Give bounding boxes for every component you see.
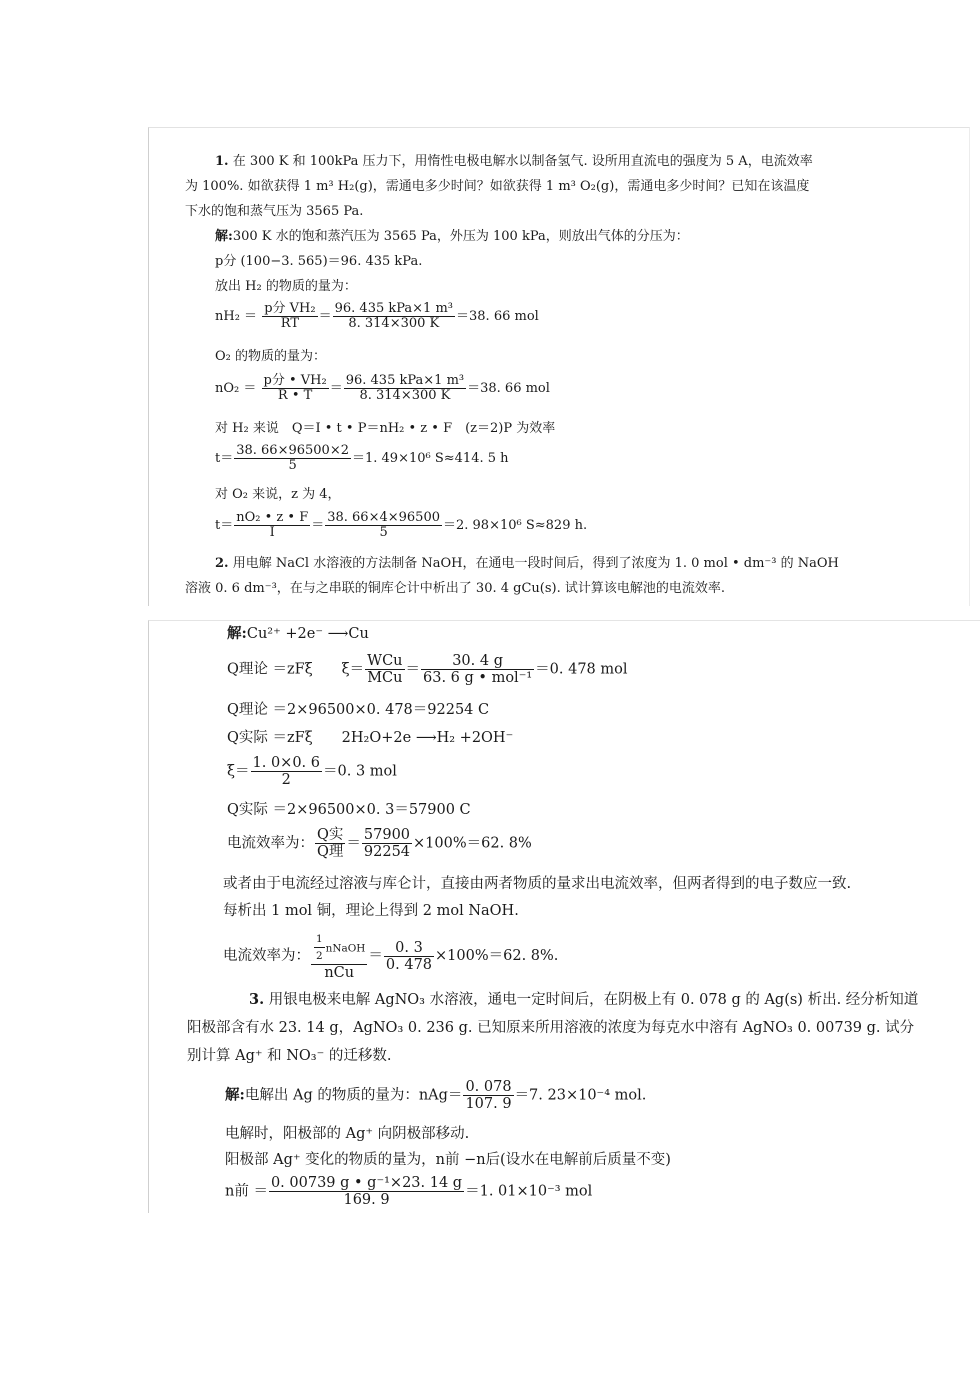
o2-z-line: 对 O₂ 来说，z 为 4， <box>215 487 341 502</box>
eq-n-ag-lhs: 电解出 Ag 的物质的量为：nAg＝ <box>244 1087 463 1104</box>
eq-t2-frac2 <box>325 511 442 540</box>
eq-n-ag <box>225 1079 646 1112</box>
q-actual-line: Q实际 ＝zFξ 2H₂O+2e ⟶H₂ +2OH⁻ <box>227 730 514 746</box>
h2-q-line: 对 H₂ 来说 Q＝I • t • P＝nH₂ • z • F (z＝2)P 为效率 <box>215 421 556 436</box>
frac-den: Q理 <box>317 844 344 860</box>
eq-n-h2: nH₂ ＝ $\frac{\text{p分 VH₂}}{RT}$ ＝ $\frac{\text{96. 435 kPa×1 m³}}{8. 314\times 300 K}$ ＝38. 66 mol <box>215 301 539 331</box>
frac-num: 1. 0×0. 6 <box>252 755 320 771</box>
eq-n-ag-frac <box>463 1079 513 1112</box>
eq-efficiency-1: 电流效率为： $\frac{\text{Q实}}{\text{Q理}}$ ＝ $\frac{57900}{92254}$ ×100%＝62. 8% <box>227 827 532 860</box>
frac-den: I <box>269 525 275 540</box>
frac-num: WCu <box>367 653 403 669</box>
frac-num: Q实 <box>317 827 344 843</box>
scan-page-2 <box>148 620 980 1213</box>
eq-n-o2-result: ＝38. 66 mol <box>467 381 550 396</box>
partial-pressure-eq: p分 (100−3. 565)＝96. 435 kPa. <box>215 254 423 269</box>
o2-amount-label: O₂ 的物质的量为： <box>215 349 327 364</box>
eq-xi2 <box>227 755 397 788</box>
eq-t2-result: ＝2. 98×10⁶ S≈829 h. <box>443 518 588 533</box>
q3-line-1 <box>249 991 918 1009</box>
q2-line-1 <box>215 556 839 572</box>
eq-eff2-frac2 <box>384 940 434 973</box>
q-theory-value: Q理论 ＝2×96500×0. 478＝92254 C <box>227 702 490 718</box>
eq-n-h2-frac1 <box>262 302 317 331</box>
q1-line-2: 为 100%. 如欲获得 1 m³ H₂(g)，需通电多少时间？如欲获得 1 m³ O₂(g)，需通电多少时间？已知在该温度 <box>185 179 810 194</box>
n-naoh: nNaOH <box>325 942 366 955</box>
eq-n-before <box>225 1175 592 1208</box>
eq-n-h2-lhs: nH₂ ＝ <box>215 309 258 324</box>
q2-number: 2. <box>215 556 229 571</box>
eq-efficiency-1-lhs: 电流效率为： <box>227 835 314 852</box>
eq-eff1-result: ×100%＝62. 8% <box>413 835 532 852</box>
q-actual-value: Q实际 ＝2×96500×0. 3＝57900 C <box>227 802 471 818</box>
q2-text-1: 用电解 NaCl 水溶液的方法制备 NaOH，在通电一段时间后，得到了浓度为 1. 0 mol • dm⁻³ 的 NaOH <box>232 556 839 571</box>
frac-num: 96. 435 kPa×1 m³ <box>334 301 454 316</box>
frac-den: 5 <box>288 458 297 473</box>
eq-t1-result: ＝1. 49×10⁶ S≈414. 5 h <box>352 451 509 466</box>
cu-reaction-line <box>227 625 369 643</box>
eq-n-ag-result: ＝7. 23×10⁻⁴ mol. <box>514 1087 647 1104</box>
frac-den: 2 <box>316 950 323 962</box>
eq-xi-frac2 <box>421 653 534 686</box>
eq-eff1-frac2 <box>362 827 412 860</box>
eq-n-o2-frac1 <box>262 374 329 403</box>
q2-line-2: 溶液 0. 6 dm⁻³，在与之串联的铜库仑计中析出了 30. 4 gCu(s). 试计算该电解池的电流效率. <box>185 581 725 596</box>
eq-n-before-frac <box>269 1175 464 1208</box>
eq-eff2-result: ×100%＝62. 8%. <box>435 948 559 964</box>
frac-num: p分 • VH₂ <box>263 373 327 388</box>
solution-text: 300 K 水的饱和蒸汽压为 3565 Pa，外压为 100 kPa，则放出气体的分压为： <box>232 229 689 244</box>
eq-t1-lhs: t＝ <box>215 451 234 466</box>
alt-line-1: 或者由于电流经过溶液与库仑计，直接由两者物质的量求出电流效率，但两者得到的电子数应一致. <box>223 876 852 892</box>
eq-t2-frac1 <box>234 511 310 540</box>
frac-den: 2 <box>281 772 291 788</box>
eq-n-h2-result: ＝38. 66 mol <box>456 309 539 324</box>
q1-line-3: 下水的饱和蒸气压为 3565 Pa. <box>185 204 364 219</box>
frac-num: 1 <box>314 931 325 948</box>
q1-number: 1. <box>215 154 229 169</box>
eq-efficiency-2-lhs: 电流效率为： <box>223 948 310 964</box>
eq-n-o2: nO₂ ＝ $\frac{\text{p分 • VH₂}}{R • T}$ ＝ $\frac{\text{96. 435 kPa×1 m³}}{8. 314\times 300 K}$ ＝38. 66 mol <box>215 373 550 403</box>
frac-den: MCu <box>367 670 403 686</box>
q1-line-1 <box>215 154 813 170</box>
frac-den: RT <box>280 316 300 331</box>
h2-amount-label: 放出 H₂ 的物质的量为： <box>215 279 357 294</box>
half-frac <box>314 931 325 964</box>
frac-den: 8. 314×300 K <box>359 388 451 403</box>
eq-t1 <box>215 444 509 473</box>
frac-den: 169. 9 <box>343 1192 390 1208</box>
scan-page-1 <box>148 127 970 606</box>
frac-den: nCu <box>324 965 355 981</box>
eq-n-o2-lhs: nO₂ ＝ <box>215 381 257 396</box>
eq-efficiency-2: 电流效率为： $\frac{1}{2}$ nNaOH nCu ＝ $\frac{0. 3}{0. 478}$ ×100%＝62. 8%. <box>223 933 559 981</box>
q1-text-1: 在 300 K 和 100kPa 压力下，用惰性电极电解水以制备氢气. 设所用直流电的强度为 5 A，电流效率 <box>232 154 813 169</box>
frac-den: R • T <box>277 388 313 403</box>
eq-eff2-frac1 <box>311 931 367 981</box>
eq-xi-result: ＝0. 478 mol <box>535 661 628 678</box>
frac-den: 8. 314×300 K <box>348 316 440 331</box>
frac-num: 0. 3 <box>384 940 434 957</box>
q3-line-2: 阳极部含有水 23. 14 g，AgNO₃ 0. 236 g. 已知原来所用溶液的浓度为每克水中溶有 AgNO₃ 0. 00739 g. 试分 <box>187 1020 915 1036</box>
frac-num: 57900 <box>363 827 411 843</box>
frac-den: 107. 9 <box>465 1096 512 1112</box>
eq-xi2-lhs: ξ＝ <box>227 763 250 780</box>
eq-t2-lhs: t＝ <box>215 518 234 533</box>
eq-xi-frac1 <box>365 653 404 686</box>
frac-den: 0. 478 <box>385 956 433 973</box>
eq-n-before-lhs: n前 ＝ <box>225 1183 268 1200</box>
solution-label: 解: <box>225 1086 245 1104</box>
frac-num: 0. 078 <box>465 1079 512 1095</box>
frac-den: 63. 6 g • mol⁻¹ <box>423 670 533 686</box>
eq-t2: t＝ $\frac{\text{nO₂ • z • F}}{I}$ ＝ $\frac{38. 66\times 4\times 96500}{5}$ ＝2. 98×10⁶ S≈829 h. <box>215 510 588 540</box>
frac-num: 0. 00739 g • g⁻¹×23. 14 g <box>270 1175 463 1191</box>
q3-move-line: 电解时，阳极部的 Ag⁺ 向阴极部移动. <box>225 1126 470 1142</box>
eq-xi2-result: ＝0. 3 mol <box>323 763 397 780</box>
alt-line-2: 每析出 1 mol 铜，理论上得到 2 mol NaOH. <box>223 903 519 919</box>
eq-n-o2-frac2 <box>344 374 466 403</box>
eq-xi2-frac <box>251 755 323 788</box>
solution-label: 解: <box>227 625 247 642</box>
eq-n-h2-frac2 <box>333 302 455 331</box>
frac-num: 38. 66×4×96500 <box>327 510 440 525</box>
q3-number: 3. <box>249 991 265 1008</box>
eq-eff1-frac1 <box>315 827 345 860</box>
frac-num: 30. 4 g <box>421 653 534 670</box>
frac-num <box>311 931 367 965</box>
q3-change-line: 阳极部 Ag⁺ 变化的物质的量为，n前 −n后(设水在电解前后质量不变) <box>225 1152 671 1168</box>
cu-reaction: Cu²⁺ +2e⁻ ⟶Cu <box>246 626 369 642</box>
solution-label: 解: <box>215 229 233 244</box>
frac-num: nO₂ • z • F <box>236 510 309 525</box>
frac-num: p分 VH₂ <box>264 301 316 316</box>
q3-text-1: 用银电极来电解 AgNO₃ 水溶液，通电一定时间后，在阴极上有 0. 078 g 的 Ag(s) 析出. 经分析知道 <box>268 992 919 1008</box>
eq-q-theory-lhs: Q理论 ＝zFξ ξ＝ <box>227 661 365 678</box>
q3-line-3: 别计算 Ag⁺ 和 NO₃⁻ 的迁移数. <box>187 1048 392 1064</box>
frac-den: 92254 <box>363 844 411 860</box>
frac-num: 38. 66×96500×2 <box>236 443 349 458</box>
eq-t1-frac <box>234 444 351 473</box>
q1-solution-line <box>215 229 689 245</box>
frac-den: 5 <box>379 525 388 540</box>
eq-n-before-result: ＝1. 01×10⁻³ mol <box>465 1183 593 1200</box>
frac-num: 96. 435 kPa×1 m³ <box>345 373 465 388</box>
eq-q-theory: Q理论 ＝zFξ ξ＝ $\frac{\text{WCu}}{\text{MCu}}$ ＝ $\frac{30. 4 g}{\text{63. 6 g • mol⁻¹}}$ ＝0. 478 mol <box>227 653 628 686</box>
